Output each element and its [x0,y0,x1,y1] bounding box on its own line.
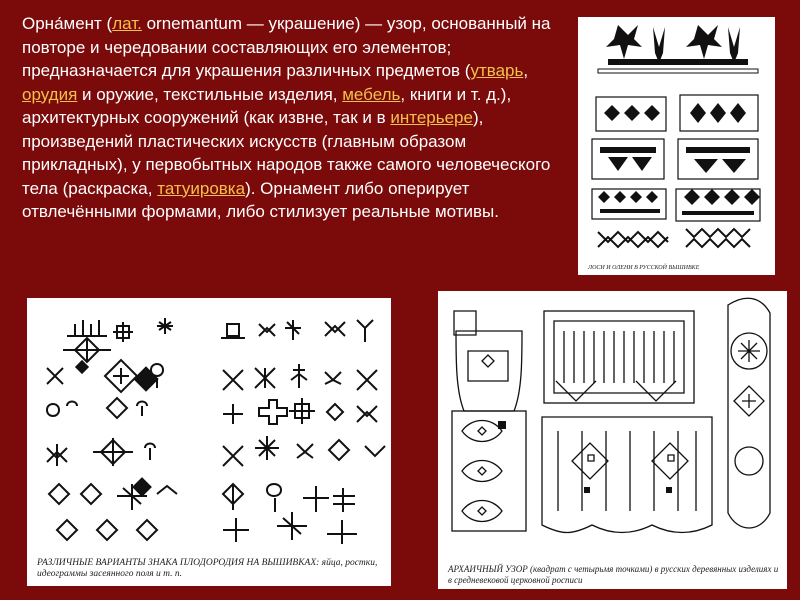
archaic-pattern-illustration [438,291,787,589]
fertility-signs-caption: РАЗЛИЧНЫЕ ВАРИАНТЫ ЗНАКА ПЛОДОРОДИЯ НА ВЫШИВКАХ: яйца, ростки, идеограммы засеянного поля и т. п. [37,558,378,579]
link-interier[interactable]: интерьере [390,108,473,127]
archaic-pattern-drawing [438,291,787,553]
text-segment: Орна́мент ( [22,14,113,33]
text-segment: , [523,61,529,80]
fertility-signs-illustration [27,298,391,586]
link-orudiya[interactable]: орудия [22,84,78,104]
article-paragraph [22,12,562,224]
text-segment: ornemantum — украшение) — узор, основанный на повторе и чередовании составляющих его элементов; предназначается для украшения различных предметов ( [22,14,551,80]
link-lat[interactable]: лат. [112,14,142,33]
link-tatuirovka[interactable]: татуировка [157,178,246,198]
text-segment: ). Орнамент либо оперирует отвлечёнными формами, либо стилизует реальные мотивы. [22,178,499,221]
embroidery-drawing [578,17,775,275]
link-utvar[interactable]: утварь [470,61,524,80]
text-segment: ), произведений пластических искусств (главным образом прикладных), у первобытных народов также самого человеческого тела (раскраска, [22,108,551,198]
link-mebel[interactable]: мебель [342,84,401,104]
archaic-pattern-caption: АРХАИЧНЫЙ УЗОР (квадрат с четырьмя точками) в русских деревянных изделиях и в средневековой церковной росписи [448,564,779,585]
text-segment: , книги и т. д.), архитектурных сооружений (как извне, так и в [22,84,512,127]
text-segment: и оружие, текстильные изделия, [77,84,343,104]
fertility-signs-drawing [27,298,391,548]
embroidery-illustration [578,17,775,275]
embroidery-caption: ЛОСИ И ОЛЕНИ В РУССКОЙ ВЫШИВКЕ [588,265,700,271]
